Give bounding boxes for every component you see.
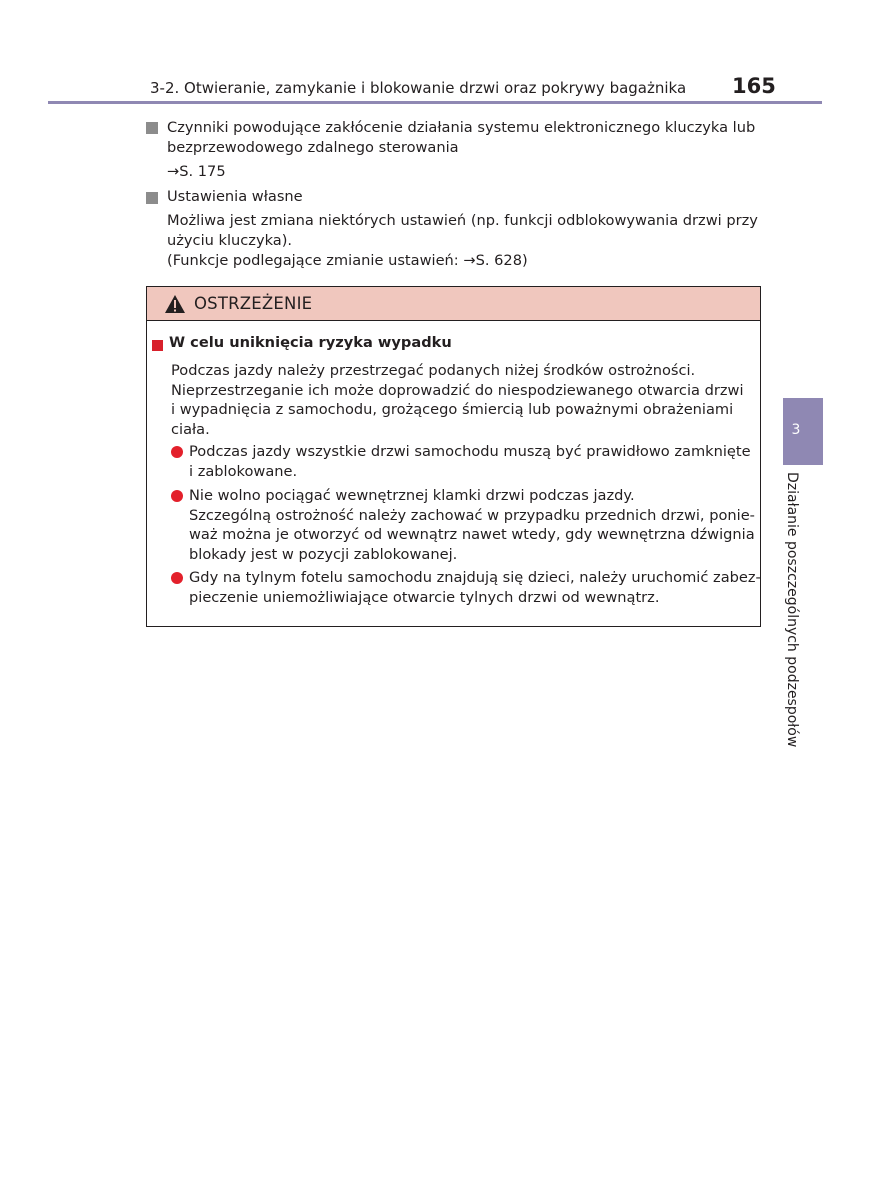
warning-intro: Podczas jazdy należy przestrzegać podanych niżej środków ostrożności. Nieprzestrzeganie ich może doprowadzić do niespodziewanego otwarcia drzwi i wypadnięcia z samochodu, grożącego śmiercią lub poważnymi obrażeniami ciała.	[171, 362, 744, 438]
header-title: 3-2. Otwieranie, zamykanie i blokowanie drzwi oraz pokrywy bagażnika	[150, 79, 687, 97]
section-bullet-icon	[146, 122, 158, 134]
chapter-label: Działanie poszczególnych podzespołów	[784, 472, 800, 748]
warning-item: Nie wolno pociągać wewnętrznej klamki drzwi podczas jazdy. Szczególną ostrożność należy zachować w przypadku przednich drzwi, ponie- waż można je otworzyć od wewnątrz nawet wtedy, gdy wewnętrzna dźwignia blokady jest w pozycji zablokowanej.	[189, 487, 755, 563]
chapter-tab	[783, 398, 823, 465]
header-divider	[48, 101, 822, 104]
red-bullet-icon	[171, 572, 183, 584]
warning-item: Podczas jazdy wszystkie drzwi samochodu muszą być prawidłowo zamknięte i zablokowane.	[189, 443, 751, 480]
warning-subtitle: W celu uniknięcia ryzyka wypadku	[169, 334, 452, 351]
section-title: Ustawienia własne	[167, 188, 303, 205]
section-title: Czynniki powodujące zakłócenie działania systemu elektronicznego kluczyka lub bezprzewodowego zdalnego sterowania	[167, 119, 756, 156]
warning-header	[147, 287, 760, 321]
warning-item: Gdy na tylnym fotelu samochodu znajdują się dzieci, należy uruchomić zabez- pieczenie uniemożliwiające otwarcie tylnych drzwi od wewnątrz.	[189, 569, 761, 606]
red-bullet-icon	[171, 446, 183, 458]
page-number: 165	[732, 74, 776, 98]
warning-subtitle-bullet-icon	[152, 340, 163, 351]
red-bullet-icon	[171, 490, 183, 502]
section-body: →S. 175	[167, 163, 226, 180]
chapter-number: 3	[791, 422, 801, 438]
section-body: Możliwa jest zmiana niektórych ustawień (np. funkcji odblokowywania drzwi przy użyciu kluczyka). (Funkcje podlegające zmianie ustawień: →S. 628)	[167, 212, 758, 269]
section-bullet-icon	[146, 192, 158, 204]
warning-triangle-icon	[164, 294, 186, 314]
warning-box	[146, 286, 761, 627]
warning-label: OSTRZEŻENIE	[194, 294, 313, 313]
